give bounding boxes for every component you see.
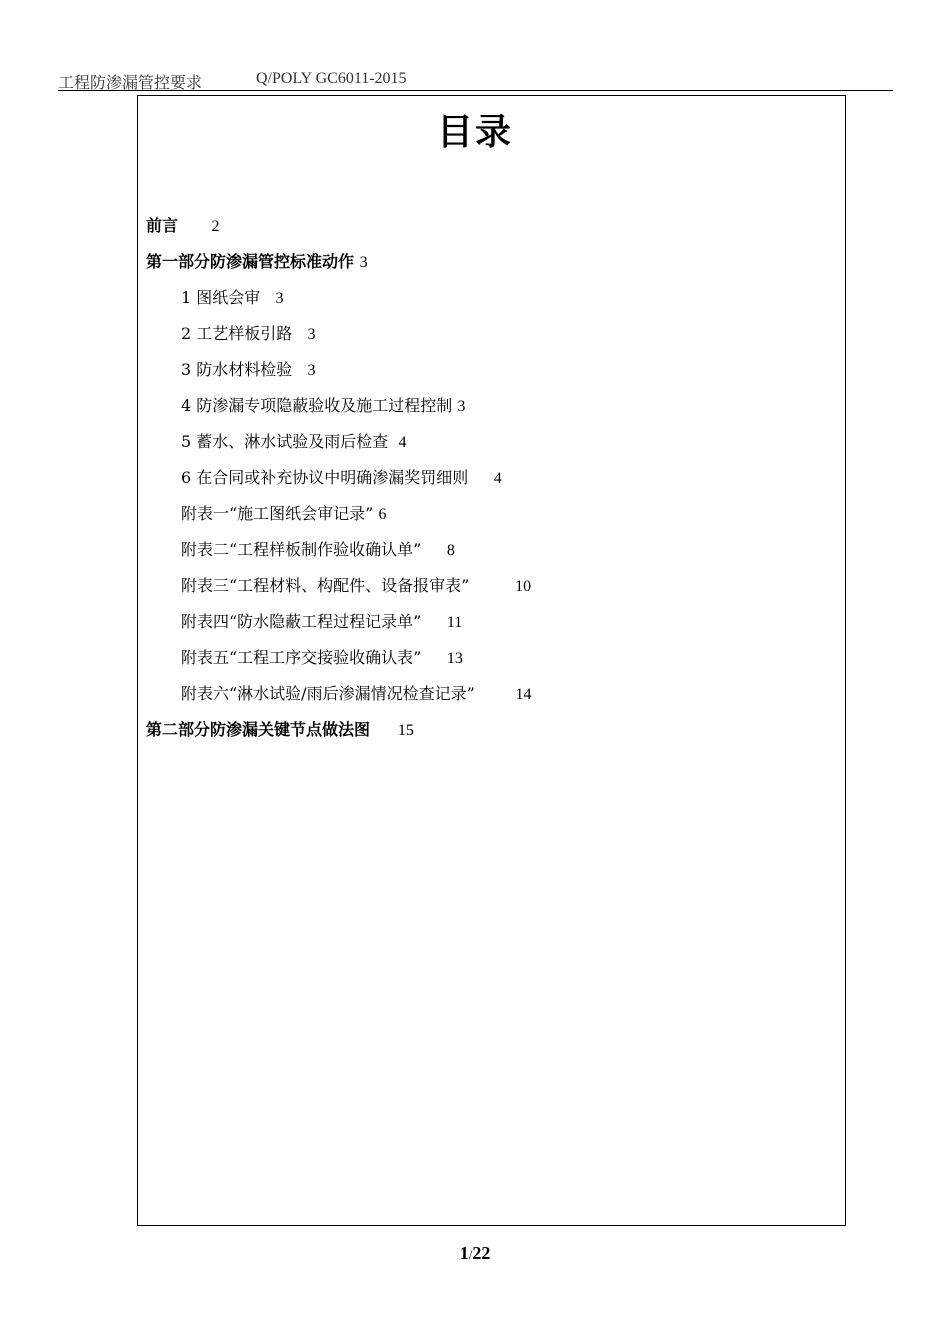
toc-entry-label: 第一部分防渗漏管控标准动作 [146,252,355,271]
toc-entry-gap [178,216,211,235]
toc-entry-label: 附表三“工程材料、构配件、设备报审表” [181,576,470,595]
toc-entry-page: 2 [211,218,220,235]
document-code: Q/POLY GC6011-2015 [256,70,407,87]
toc-entry[interactable] [0,208,950,244]
current-page: 1 [459,1243,469,1263]
total-pages: 22 [472,1243,491,1263]
toc-entry-page: 8 [446,542,455,559]
toc-entry[interactable] [0,496,950,532]
page-header [58,68,893,91]
toc-entry-gap [421,612,446,631]
toc-entry-label: 附表二“工程样板制作验收确认单” [181,540,422,559]
toc-entry-gap [260,288,275,307]
toc-entry-page: 6 [378,506,387,523]
toc-entry-page: 3 [457,398,466,415]
toc-entry[interactable] [0,424,950,460]
toc-entry-gap [388,432,398,451]
toc-entry[interactable] [0,532,950,568]
toc-entry-page: 13 [446,650,463,667]
toc-entry-label: 5 蓄水、淋水试验及雨后检查 [181,432,389,451]
page-number [0,1243,950,1264]
toc-entry-label: 附表一“施工图纸会审记录” [181,504,374,523]
toc-entry-page: 3 [275,290,284,307]
toc-entry-page: 11 [446,614,463,631]
toc-entry[interactable] [0,676,950,712]
toc-entry[interactable] [0,352,950,388]
toc-entry-page: 4 [398,434,407,451]
toc-entry[interactable] [0,460,950,496]
toc-entry-gap [468,468,493,487]
toc-entry-gap [292,324,307,343]
toc-entry[interactable] [0,568,950,604]
toc-entry-label: 4 防渗漏专项隐蔽验收及施工过程控制 [181,396,453,415]
toc-entry-label: 附表六“淋水试验/雨后渗漏情况检查记录” [181,684,475,703]
toc-entry[interactable] [0,712,950,748]
toc-entry[interactable] [0,388,950,424]
toc-entry-page: 14 [515,686,532,703]
toc-entry-gap [370,720,398,739]
toc-entry-page: 4 [493,470,502,487]
toc-entry-page: 3 [307,362,316,379]
toc-entry-label: 附表四“防水隐蔽工程过程记录单” [181,612,422,631]
toc-entry-label: 1 图纸会审 [181,288,261,307]
toc-entry-gap [475,684,516,703]
toc-heading: 目录 [436,111,513,153]
toc-entry-gap [469,576,515,595]
toc-entry-page: 10 [515,578,532,595]
toc-entry-label: 6 在合同或补充协议中明确渗漏奖罚细则 [181,468,469,487]
toc-entry[interactable] [0,316,950,352]
toc-entry-gap [421,540,446,559]
toc-entry-label: 3 防水材料检验 [181,360,293,379]
toc-entry-label: 第二部分防渗漏关键节点做法图 [146,720,371,739]
toc-entry[interactable] [0,244,950,280]
table-of-contents [0,208,950,748]
document-title: 工程防渗漏管控要求 [58,73,203,92]
toc-entry[interactable] [0,640,950,676]
toc-entry-page: 3 [359,254,368,271]
toc-entry-label: 附表五“工程工序交接验收确认表” [181,648,422,667]
page-separator: / [468,1247,473,1262]
toc-entry-label: 2 工艺样板引路 [181,324,293,343]
toc-entry-page: 3 [307,326,316,343]
toc-entry[interactable] [0,280,950,316]
toc-entry[interactable] [0,604,950,640]
toc-entry-gap [292,360,307,379]
toc-entry-gap [421,648,446,667]
toc-entry-page: 15 [397,722,414,739]
toc-entry-label: 前言 [146,216,179,235]
